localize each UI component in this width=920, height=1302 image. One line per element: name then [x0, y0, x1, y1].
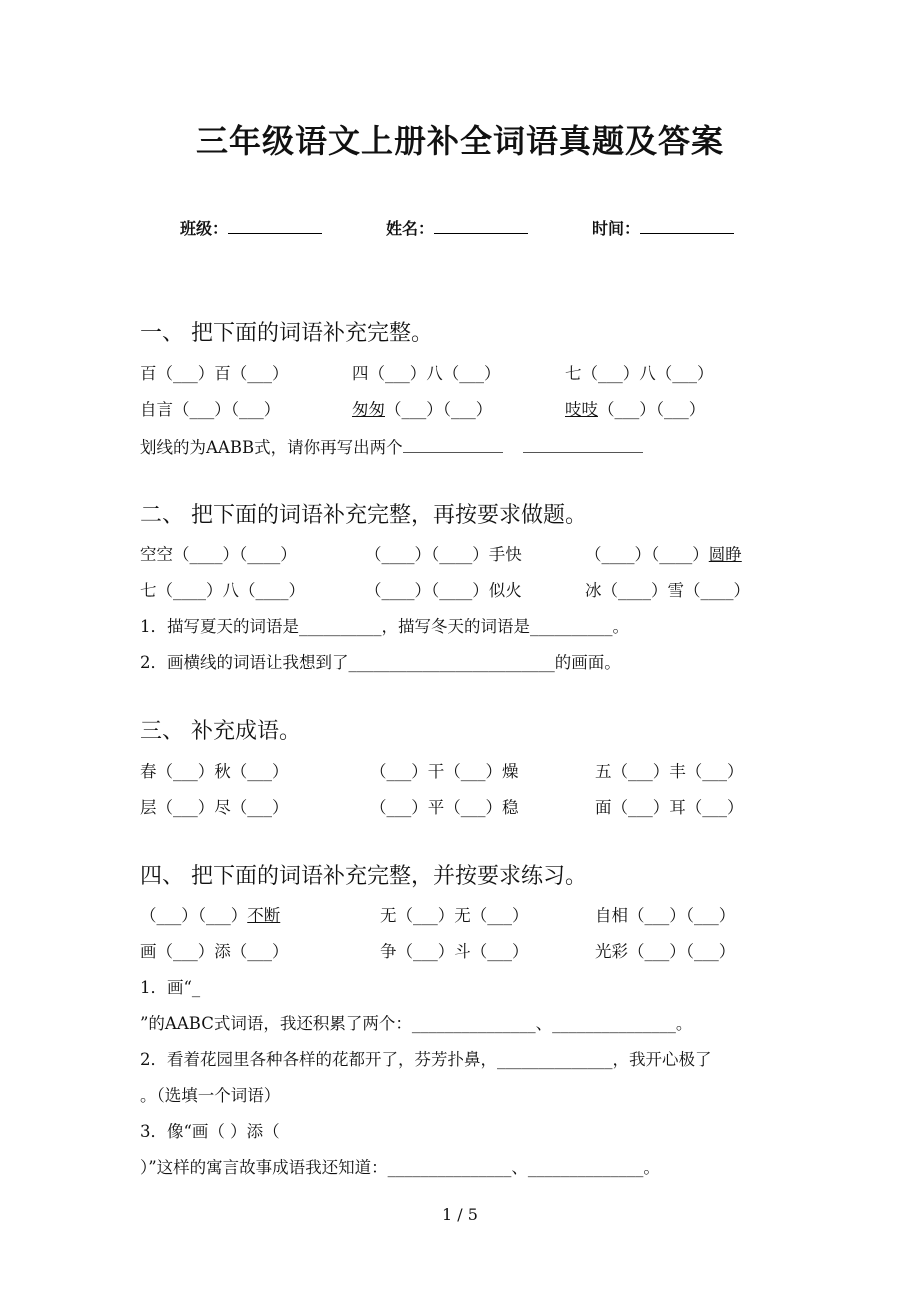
word-blank-text: 争（___）斗（___） — [380, 942, 529, 961]
word-blank-text: 七（____）八（____） — [140, 581, 305, 600]
word-row — [0, 360, 920, 384]
word-blank-text: 七（___）八（___） — [565, 364, 714, 383]
word-item[interactable] — [585, 541, 742, 565]
word-item[interactable] — [565, 396, 705, 420]
word-item[interactable] — [380, 938, 529, 962]
question-line — [140, 1118, 280, 1142]
word-item[interactable] — [365, 577, 522, 601]
word-item[interactable] — [140, 758, 289, 782]
word-blank-text: （___）（___） — [140, 906, 248, 925]
word-item[interactable] — [370, 794, 519, 818]
word-row — [0, 758, 920, 782]
word-blank-text: 空空（____）（____） — [140, 545, 297, 564]
name-field — [386, 216, 528, 239]
word-row — [0, 396, 920, 420]
word-item[interactable] — [595, 758, 744, 782]
word-item[interactable] — [352, 360, 501, 384]
word-blank-text: 自言（___）（___） — [140, 400, 281, 419]
word-item[interactable] — [140, 360, 289, 384]
section-heading: 四、 把下面的词语补充完整，并按要求练习。 — [140, 864, 587, 889]
word-item[interactable] — [380, 902, 529, 926]
word-row — [0, 577, 920, 601]
time-field — [592, 216, 734, 239]
word-blank-text: （___）（___） — [598, 400, 706, 419]
document-title: 三年级语文上册补全词语真题及答案 — [195, 122, 724, 160]
word-blank-text: （____）（____）手快 — [365, 545, 522, 564]
underlined-word: 圆睁 — [708, 545, 742, 564]
time-blank[interactable] — [640, 219, 734, 234]
word-blank-text: （___）干（___）燥 — [370, 762, 519, 781]
question-line — [140, 649, 621, 673]
word-blank-text: 百（___）百（___） — [140, 364, 289, 383]
word-blank-text: 无（___）无（___） — [380, 906, 529, 925]
word-item[interactable] — [140, 577, 305, 601]
question-line — [140, 1046, 712, 1070]
word-blank-text: （___）平（___）稳 — [370, 798, 519, 817]
word-item[interactable] — [370, 758, 519, 782]
word-item[interactable] — [140, 938, 289, 962]
word-blank-text: （___）（___） — [385, 400, 493, 419]
word-blank-text: 光彩（___）（___） — [595, 942, 736, 961]
word-item[interactable] — [365, 541, 522, 565]
underlined-word: 吱吱 — [565, 400, 598, 419]
question-line — [140, 1082, 280, 1106]
word-item[interactable] — [140, 541, 297, 565]
word-blank-text: 五（___）丰（___） — [595, 762, 744, 781]
question-text: 1．描写夏天的词语是__________，描写冬天的词语是__________。 — [140, 617, 629, 636]
section-heading: 一、 把下面的词语补充完整。 — [140, 321, 433, 346]
word-blank-text: （____）（____）似火 — [365, 581, 522, 600]
question-text: 2．画横线的词语让我想到了_________________________的画面。 — [140, 653, 621, 672]
question-text: ”的AABC式词语，我还积累了两个：_______________、_______________。 — [140, 1014, 693, 1033]
question-text: 1．画“_ — [140, 978, 201, 997]
question-line — [140, 1154, 660, 1178]
word-item[interactable] — [585, 577, 750, 601]
word-blank-text: 画（___）添（___） — [140, 942, 289, 961]
underlined-word: 匆匆 — [352, 400, 385, 419]
time-label: 时间： — [592, 219, 641, 238]
word-row — [0, 902, 920, 926]
section-heading: 二、 把下面的词语补充完整，再按要求做题。 — [140, 503, 587, 528]
answer-blank[interactable] — [523, 437, 643, 453]
class-field — [180, 216, 322, 239]
word-item[interactable] — [140, 396, 280, 420]
word-blank-text: 四（___）八（___） — [352, 364, 501, 383]
page-number: 1 / 5 — [442, 1205, 478, 1224]
word-blank-text: 面（___）耳（___） — [595, 798, 744, 817]
question-line — [140, 613, 629, 637]
word-row — [0, 938, 920, 962]
word-row — [0, 541, 920, 565]
question-line — [140, 1010, 692, 1034]
word-blank-text: 冰（____）雪（____） — [585, 581, 750, 600]
word-item[interactable] — [595, 938, 735, 962]
word-blank-text: 自相（___）（___） — [595, 906, 736, 925]
word-item[interactable] — [140, 902, 280, 926]
question-line — [140, 974, 200, 998]
underlined-word: 不断 — [247, 906, 281, 925]
word-item[interactable] — [595, 794, 744, 818]
question-line — [140, 434, 643, 458]
word-item[interactable] — [595, 902, 735, 926]
name-label: 姓名： — [386, 219, 435, 238]
word-item[interactable] — [352, 396, 492, 420]
name-blank[interactable] — [434, 219, 528, 234]
word-item[interactable] — [140, 794, 289, 818]
class-blank[interactable] — [228, 219, 322, 234]
class-label: 班级： — [180, 219, 229, 238]
word-item[interactable] — [565, 360, 714, 384]
section-heading: 三、 补充成语。 — [140, 719, 301, 744]
question-text: ）”这样的寓言故事成语我还知道：_______________、______________。 — [140, 1158, 660, 1177]
word-row — [0, 794, 920, 818]
question-text: 3．像“画（ ）添（ — [140, 1122, 280, 1141]
question-text: 2．看着花园里各种各样的花都开了，芬芳扑鼻，______________，我开心极了 — [140, 1050, 712, 1069]
word-blank-text: （____）（____） — [585, 545, 709, 564]
question-text: 。（选填一个词语） — [140, 1086, 281, 1105]
question-text: 划线的为AABB式，请你再写出两个 — [140, 438, 403, 457]
answer-blank[interactable] — [403, 437, 503, 453]
word-blank-text: 春（___）秋（___） — [140, 762, 289, 781]
word-blank-text: 层（___）尽（___） — [140, 798, 289, 817]
